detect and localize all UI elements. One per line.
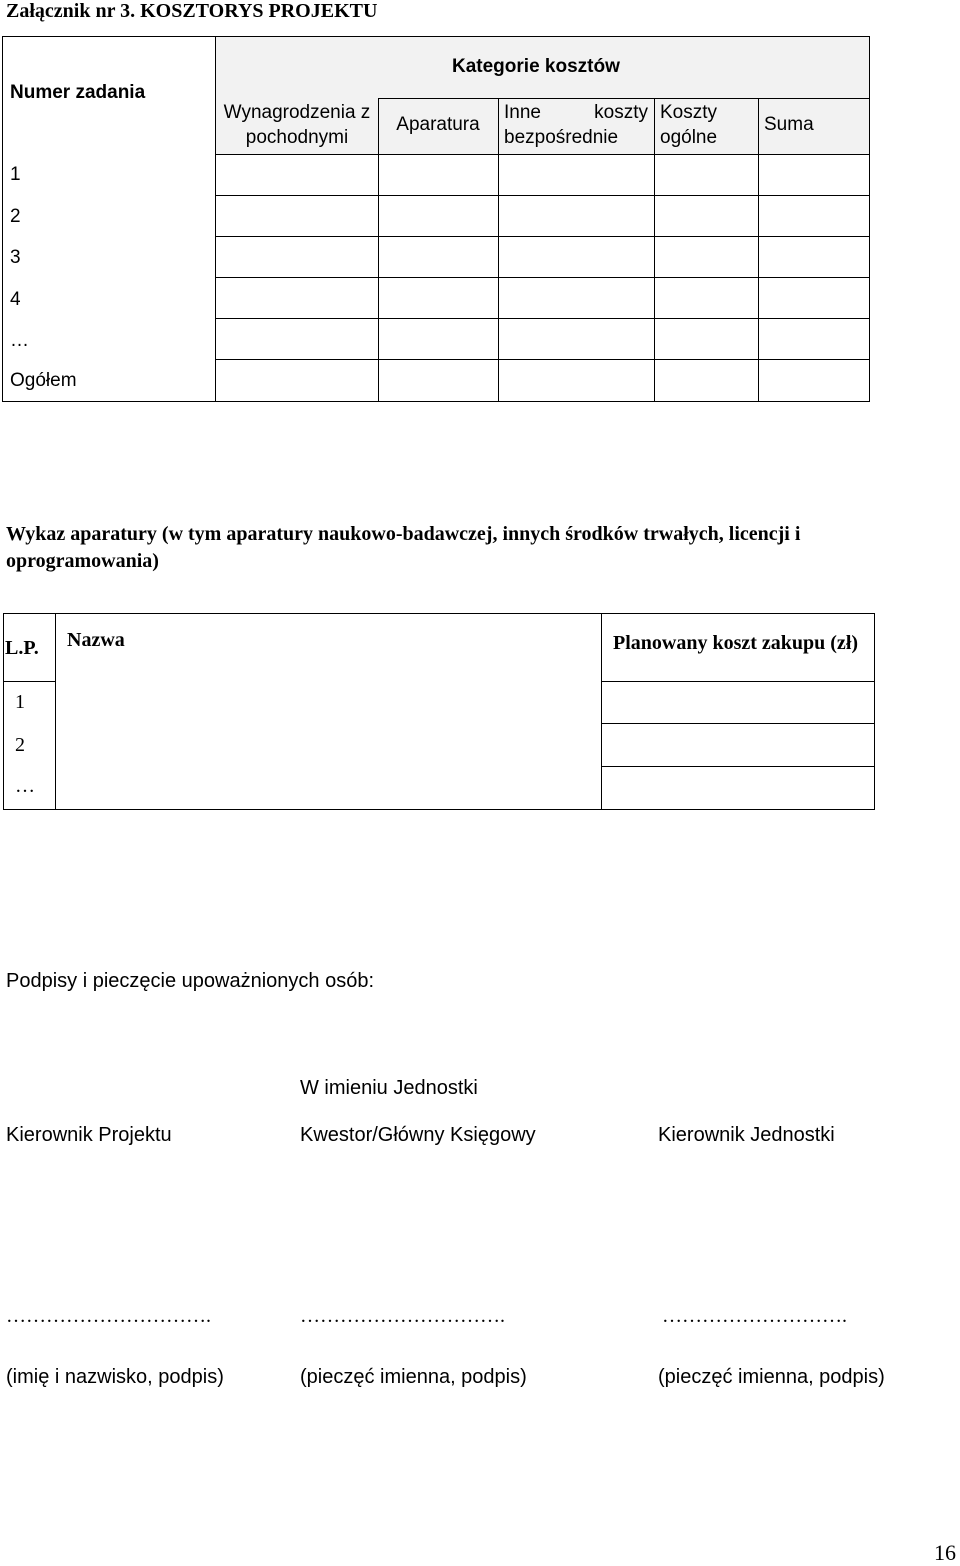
signature-line: ……………………….	[662, 1305, 847, 1327]
table-line	[654, 98, 655, 402]
table-border	[3, 809, 875, 810]
table-border	[874, 613, 875, 810]
table-line	[216, 318, 870, 319]
row-label: …	[10, 330, 29, 351]
signature-line: ………………………….	[6, 1305, 211, 1327]
table-line	[601, 681, 875, 682]
table-line	[498, 98, 499, 402]
task-number-header: Numer zadania	[10, 82, 146, 103]
table-line	[216, 236, 870, 237]
table-line	[216, 359, 870, 360]
column-header-sum: Suma	[764, 114, 814, 135]
role-project-manager: Kierownik Projektu	[6, 1124, 172, 1146]
row-label: 4	[10, 289, 21, 310]
row-label: 3	[10, 247, 21, 268]
table-line	[216, 277, 870, 278]
column-header-equipment: Aparatura	[396, 114, 480, 135]
planned-cost-header: Planowany koszt zakupu (zł)	[613, 632, 859, 654]
on-behalf-label: W imieniu Jednostki	[300, 1077, 478, 1099]
lp-row-label: 2	[15, 734, 25, 756]
table-border	[869, 36, 870, 402]
name-header: Nazwa	[67, 629, 125, 651]
lp-header: L.P.	[5, 637, 39, 659]
equipment-section-heading: Wykaz aparatury (w tym aparatury naukowo-badawczej, innych środków trwałych, licencji i oprogramowania)	[6, 523, 801, 572]
table-line	[601, 766, 875, 767]
table-border	[2, 36, 216, 37]
signatures-intro: Podpisy i pieczęcie upoważnionych osób:	[6, 970, 374, 992]
table-line	[601, 613, 602, 810]
signature-caption: (pieczęć imienna, podpis)	[300, 1366, 527, 1388]
table-line	[216, 154, 870, 155]
column-header-salaries: Wynagrodzenia z pochodnymi	[223, 102, 371, 148]
table-line	[216, 195, 870, 196]
document-title: Załącznik nr 3. KOSZTORYS PROJEKTU	[6, 0, 378, 22]
cost-estimate-table	[2, 36, 870, 402]
categories-header: Kategorie kosztów	[452, 56, 620, 77]
table-line	[3, 681, 56, 682]
row-label-total: Ogółem	[10, 370, 77, 391]
table-border	[3, 613, 4, 810]
table-border	[3, 613, 875, 614]
column-header-overhead-costs: Koszty ogólne	[660, 102, 718, 148]
table-border	[2, 401, 870, 402]
page-number: 16	[934, 1540, 956, 1565]
table-line	[758, 98, 759, 402]
signature-caption: (pieczęć imienna, podpis)	[658, 1366, 885, 1388]
lp-row-label: …	[15, 775, 35, 797]
table-border	[2, 36, 3, 402]
signature-line: ………………………….	[300, 1305, 505, 1327]
equipment-table	[3, 613, 875, 810]
lp-row-label: 1	[15, 691, 25, 713]
table-line	[55, 613, 56, 810]
row-label: 2	[10, 206, 21, 227]
table-border	[216, 36, 870, 37]
table-line	[378, 98, 870, 99]
role-unit-head: Kierownik Jednostki	[658, 1124, 835, 1146]
table-line	[378, 98, 379, 402]
column-header-other-direct-costs: Inne koszty bezpośrednie	[504, 102, 648, 148]
row-label: 1	[10, 164, 21, 185]
signature-caption: (imię i nazwisko, podpis)	[6, 1366, 224, 1388]
table-border	[215, 36, 216, 402]
role-chief-accountant: Kwestor/Główny Księgowy	[300, 1124, 536, 1146]
table-line	[601, 723, 875, 724]
